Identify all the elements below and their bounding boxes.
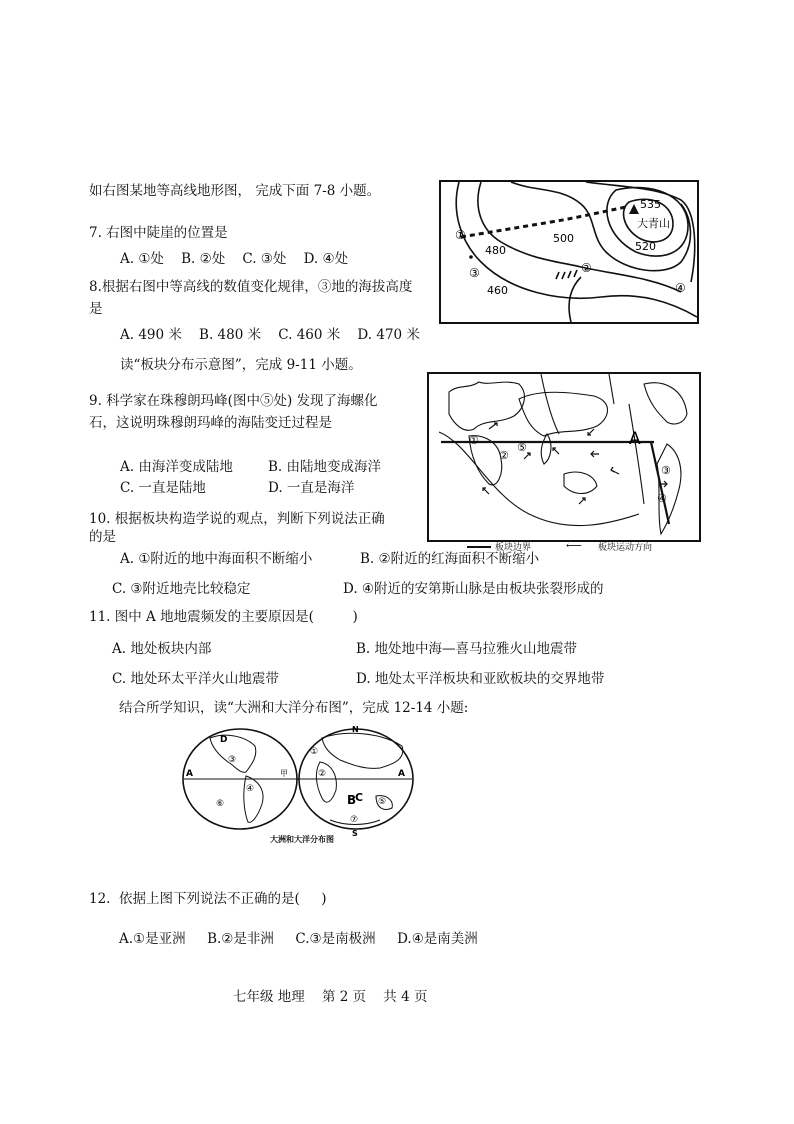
world-marker-5: ⑤ bbox=[378, 797, 387, 807]
q9-option-d: D. 一直是海洋 bbox=[268, 480, 355, 496]
world-map-caption: 大洲和大洋分布图 bbox=[270, 835, 334, 844]
contour-label-460: 460 bbox=[487, 284, 508, 297]
q10-stem-line2: 的是 bbox=[89, 529, 116, 545]
plate-marker-3: ③ bbox=[661, 464, 671, 477]
q8-stem-line1: 8.根据右图中等高线的数值变化规律，③地的海拔高度 bbox=[89, 279, 413, 295]
peak-value-label: 535 bbox=[640, 198, 661, 211]
plate-marker-5: ⑤ bbox=[517, 441, 527, 454]
plate-marker-1: ① bbox=[469, 434, 479, 447]
intro-q9-11: 读“板块分布示意图”，完成 9-11 小题。 bbox=[120, 357, 362, 373]
contour-map bbox=[439, 180, 699, 324]
q12-options: A.①是亚洲 B.②是非洲 C.③是南极洲 D.④是南美洲 bbox=[119, 931, 478, 947]
world-label-n: N bbox=[352, 725, 359, 734]
q11-stem: 11. 图中 A 地地震频发的主要原因是( ) bbox=[89, 609, 358, 625]
legend-boundary-label: 板块边界 bbox=[495, 543, 532, 553]
q11-option-c: C. 地处环太平洋火山地震带 bbox=[112, 671, 279, 687]
world-label-s: S bbox=[352, 829, 358, 838]
world-label-jia: 甲 bbox=[280, 769, 288, 778]
world-label-c: C bbox=[355, 791, 364, 804]
q9-stem-line2: 石，这说明珠穆朗玛峰的海陆变迁过程是 bbox=[89, 415, 332, 431]
world-label-d: D bbox=[220, 735, 228, 745]
q10-option-c: C. ③附近地壳比较稳定 bbox=[112, 581, 251, 597]
q11-option-a: A. 地处板块内部 bbox=[112, 641, 212, 657]
q11-option-b: B. 地处地中海—喜马拉雅火山地震带 bbox=[356, 641, 578, 657]
world-marker-4: ④ bbox=[246, 784, 255, 794]
page-footer: 七年级 地理 第 2 页 共 4 页 bbox=[233, 989, 428, 1005]
world-map bbox=[180, 724, 415, 846]
plate-label-a: A bbox=[629, 429, 641, 449]
plate-map bbox=[427, 372, 701, 542]
world-marker-1: ① bbox=[310, 747, 319, 757]
q7-stem: 7. 右图中陡崖的位置是 bbox=[89, 225, 228, 241]
q9-option-b: B. 由陆地变成海洋 bbox=[268, 459, 382, 475]
world-marker-2: ② bbox=[318, 769, 327, 779]
contour-marker-2: ② bbox=[581, 261, 592, 275]
contour-marker-1: ① bbox=[455, 228, 466, 242]
q10-stem-line1: 10. 根据板块构造学说的观点，判断下列说法正确 bbox=[89, 511, 385, 527]
q8-options: A. 490 米 B. 480 米 C. 460 米 D. 470 米 bbox=[120, 327, 420, 343]
contour-label-480: 480 bbox=[485, 244, 506, 257]
intro-q7-8: 如右图某地等高线地形图， 完成下面 7-8 小题。 bbox=[89, 183, 381, 199]
plate-marker-2: ② bbox=[499, 449, 509, 462]
legend-motion-arrow-icon: ⟵ bbox=[566, 539, 582, 552]
q7-options: A. ①处 B. ②处 C. ③处 D. ④处 bbox=[120, 251, 349, 267]
q10-option-d: D. ④附近的安第斯山脉是由板块张裂形成的 bbox=[343, 581, 604, 597]
world-marker-3: ③ bbox=[228, 755, 237, 765]
legend-motion-label: 板块运动方向 bbox=[598, 543, 653, 553]
q9-option-c: C. 一直是陆地 bbox=[120, 480, 206, 496]
world-marker-7: ⑦ bbox=[350, 815, 359, 825]
q10-option-a: A. ①附近的地中海面积不断缩小 bbox=[120, 551, 313, 567]
world-label-a-right: A bbox=[398, 769, 405, 779]
plate-marker-4: ④ bbox=[657, 492, 667, 505]
peak-name-label: 大青山 bbox=[637, 217, 670, 230]
q9-option-a: A. 由海洋变成陆地 bbox=[120, 459, 233, 475]
legend-boundary-line bbox=[467, 546, 491, 548]
intro-q12-14: 结合所学知识，读“大洲和大洋分布图”，完成 12-14 小题: bbox=[119, 700, 469, 716]
q12-stem: 12. 依据上图下列说法不正确的是( ) bbox=[89, 891, 327, 907]
q9-stem-line1: 9. 科学家在珠穆朗玛峰(图中⑤处) 发现了海螺化 bbox=[89, 393, 378, 409]
q11-option-d: D. 地处太平洋板块和亚欧板块的交界地带 bbox=[356, 671, 605, 687]
q10-option-b: B. ②附近的红海面积不断缩小 bbox=[360, 551, 540, 567]
world-marker-6: ⑥ bbox=[216, 799, 225, 809]
q8-stem-line2: 是 bbox=[89, 301, 103, 317]
contour-marker-4: ④ bbox=[675, 281, 686, 295]
contour-label-500: 500 bbox=[553, 232, 574, 245]
contour-marker-3: ③ bbox=[469, 266, 480, 280]
world-label-b: B bbox=[347, 793, 357, 807]
world-label-a-left: A bbox=[186, 769, 193, 779]
contour-label-520: 520 bbox=[635, 240, 656, 253]
